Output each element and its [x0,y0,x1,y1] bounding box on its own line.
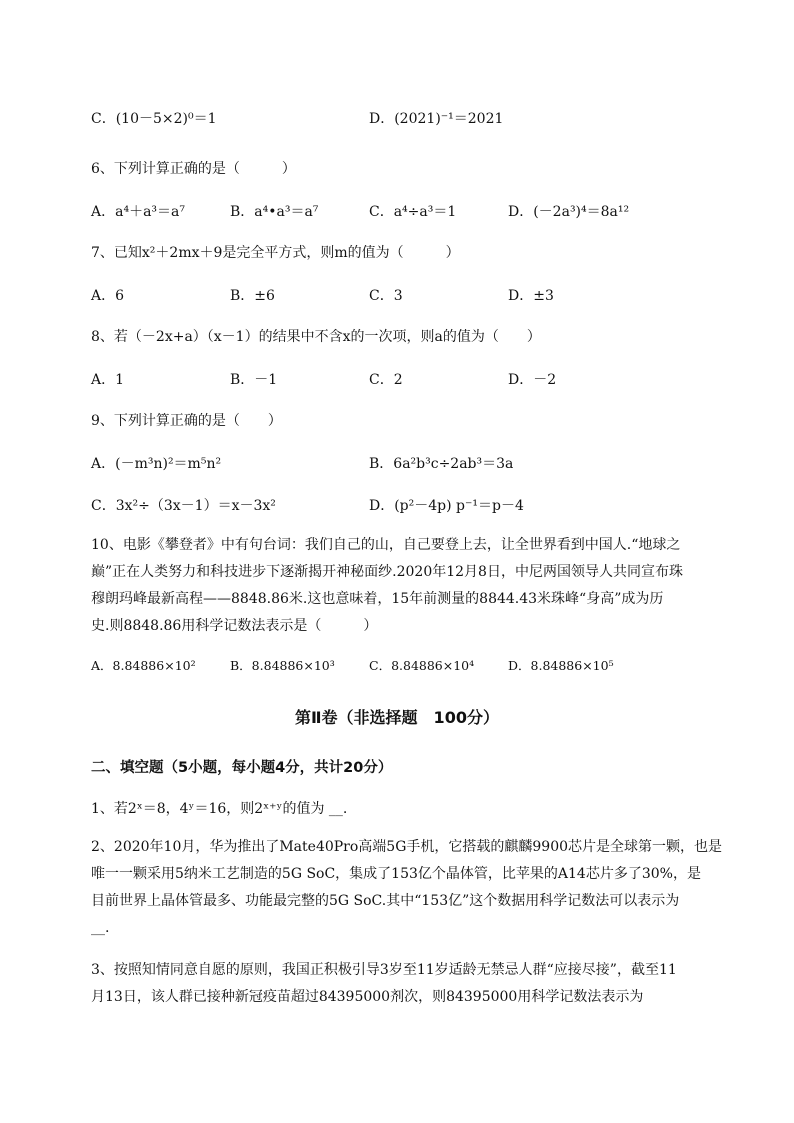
q9-option-a: A．(－m³n)²＝m⁵n² [91,456,222,472]
q10-line: 巅”正在人类努力和科技进步下逐渐揭开神秘面纱.2020年12月8日，中尼两国领导人共同宣布珠 [91,564,683,580]
q10-line: 史.则8848.86用科学记数法表示是（ ） [91,618,378,634]
fill-question-3 [91,957,751,1011]
q8-option-c: C．2 [369,372,403,388]
q7-stem: 7、已知x²＋2mx＋9是完全平方式，则m的值为（ ） [91,245,460,261]
q6-options [91,201,731,221]
q7-options [91,285,731,305]
q7-option-b: B．±6 [230,288,275,304]
q8-option-d: D．－2 [508,372,557,388]
q6-option-b: B．a⁴•a³＝a⁷ [230,204,319,220]
section-title: 第Ⅱ卷（非选择题 100分） [295,708,499,727]
q8-option-b: B．－1 [230,372,278,388]
fill-question-2 [91,834,751,942]
q9-option-d: D．(p²－4p) p⁻¹＝p－4 [369,498,524,514]
q6-option-d: D．(－2a³)⁴＝8a¹² [508,204,630,220]
q5-options [91,108,731,128]
fill3-line: 月13日，该人群已接种新冠疫苗超过84395000剂次，则84395000用科学记数法表示为 [91,989,644,1005]
q10-option-d: D．8.84886×10⁵ [508,658,614,673]
q9-option-c: C．3x²÷（3x－1）＝x－3x² [91,498,276,514]
q10-stem [91,532,751,640]
q5-option-d: D．(2021)⁻¹＝2021 [369,111,504,127]
fill2-line: 2、2020年10月，华为推出了Mate40Pro高端5G手机，它搭载的麒麟9900芯片是全球第一颗，也是 [91,839,723,855]
q8-option-a: A．1 [91,372,125,388]
fill2-line: __. [91,920,110,936]
q9-stem: 9、下列计算正确的是（ ） [91,413,282,429]
q9-options-row2 [91,495,731,515]
q5-option-c: C．(10－5×2)⁰＝1 [91,111,217,127]
q7-option-d: D．±3 [508,288,554,304]
q7-option-c: C．3 [369,288,403,304]
q10-line: 10、电影《攀登者》中有句台词：我们自己的山，自己要登上去，让全世界看到中国人.“地球之 [91,537,681,553]
q10-options [91,656,731,674]
part-title: 二、填空题（5小题，每小题4分，共计20分） [91,760,393,776]
fill2-line: 唯一一颗采用5纳米工艺制造的5G SoC，集成了153亿个晶体管，比苹果的A14芯片多了30%，是 [91,866,701,882]
q6-option-a: A．a⁴＋a³＝a⁷ [91,204,185,220]
q6-option-c: C．a⁴÷a³＝1 [369,204,457,220]
q8-options [91,369,731,389]
fill-question-1: 1、若2ˣ＝8，4ʸ＝16，则2ˣ⁺ʸ的值为 __. [91,801,348,817]
q10-option-c: C．8.84886×10⁴ [369,658,475,673]
q9-option-b: B．6a²b³c÷2ab³＝3a [369,456,514,472]
q10-line: 穆朗玛峰最新高程——8848.86米.这也意味着，15年前测量的8844.43米珠峰“身高”成为历 [91,591,664,607]
q6-stem: 6、下列计算正确的是（ ） [91,161,296,177]
q10-option-a: A．8.84886×10² [91,658,196,673]
fill3-line: 3、按照知情同意自愿的原则，我国正积极引导3岁至11岁适龄无禁忌人群“应接尽接”，截至11 [91,962,677,978]
q9-options-row1 [91,453,731,473]
q8-stem: 8、若（－2x+a）（x－1）的结果中不含x的一次项，则a的值为（ ） [91,329,541,345]
fill2-line: 目前世界上晶体管最多、功能最完整的5G SoC.其中“153亿”这个数据用科学记数法可以表示为 [91,893,680,909]
q7-option-a: A．6 [91,288,125,304]
q10-option-b: B．8.84886×10³ [230,658,335,673]
